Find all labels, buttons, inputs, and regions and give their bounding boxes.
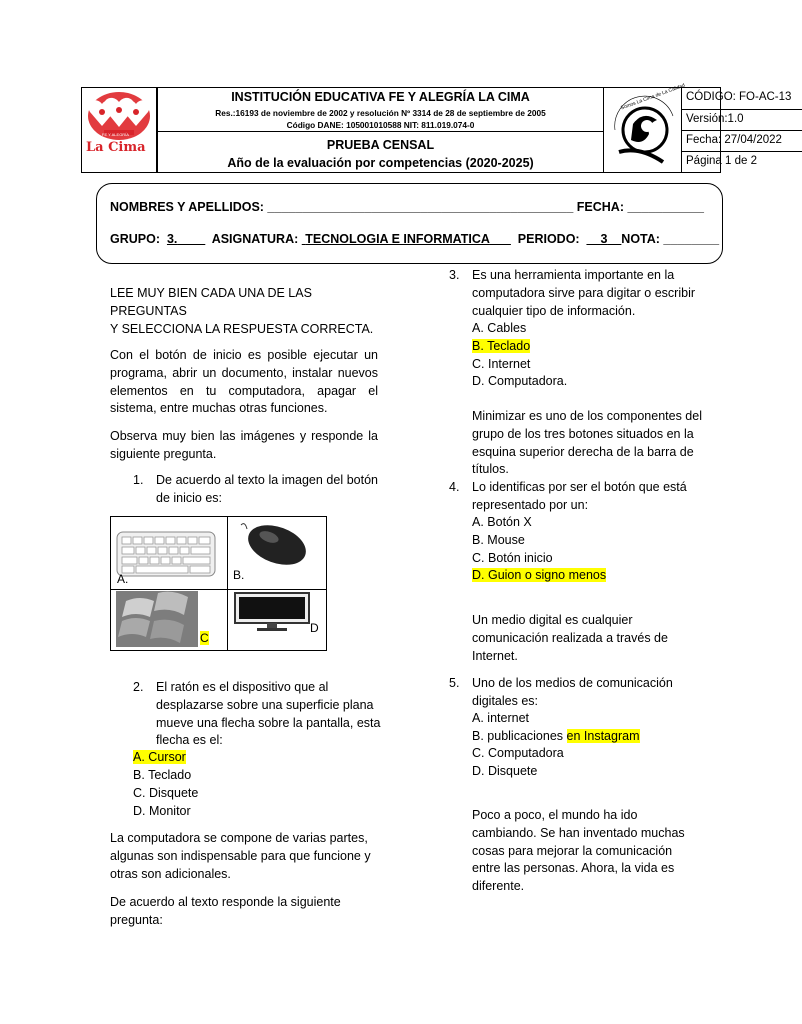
q2-number: 2. <box>133 680 144 694</box>
doc-page: Página 1 de 2 <box>686 155 757 167</box>
q4-text: Lo identificas por ser el botón que está representado por un: <box>472 480 687 512</box>
dane-text: Código DANE: 105001010588 NIT: 811.019.074-0 <box>286 120 475 130</box>
option-d-label: D <box>310 621 319 635</box>
hearts-logo-icon <box>82 88 156 172</box>
q5-option-b: B. publicaciones en Instagram <box>472 729 640 743</box>
group-subject-line <box>110 232 719 246</box>
doc-version: Versión:1.0 <box>681 110 802 131</box>
q3-text: Es una herramienta importante en la computadora sirve para digitar o escribir cualquier tipo de información. <box>472 268 696 318</box>
intro-paragraph: Con el botón de inicio es posible ejecutar un programa, abrir un documento, instalar nuevos elementos en tu computadora, apagar el sistema, entre muchas otras funciones. <box>110 348 378 416</box>
group-label: GRUPO: <box>110 232 160 246</box>
divider <box>157 88 158 172</box>
q5-option-c: C. Computadora <box>472 746 564 760</box>
header-table <box>81 82 792 173</box>
q5-number: 5. <box>449 676 460 690</box>
period-label: PERIODO: <box>517 232 580 246</box>
school-logo <box>82 88 157 172</box>
minimize-paragraph: Minimizar es uno de los componentes del grupo de los tres botones situados en la esquina superior derecha de la barra de títulos. <box>472 409 702 477</box>
instruction-paragraph: De acuerdo al texto responde la siguiente pregunta: <box>110 895 341 927</box>
divider <box>603 88 604 172</box>
digital-media-paragraph: Un medio digital es cualquier comunicación realizada a través de Internet. <box>472 613 668 663</box>
q3-option-b: B. Teclado <box>472 339 531 353</box>
q4-option-d: D. Guion o signo menos <box>472 568 607 582</box>
keyboard-icon <box>116 531 216 577</box>
q4-option-b: B. Mouse <box>472 533 525 547</box>
doc-code: CÓDIGO: FO-AC-13 <box>681 88 802 110</box>
logo-text: La Cima <box>86 140 146 155</box>
grade-label: NOTA: ________ <box>621 232 720 246</box>
windows-logo-icon <box>116 591 198 647</box>
resolution-text: Res.:16193 de noviembre de 2002 y resolución Nº 3314 de 28 de septiembre de 2005 <box>215 108 546 118</box>
q4-option-c: C. Botón inicio <box>472 551 553 565</box>
q4-option-a: A. Botón X <box>472 515 532 529</box>
image-options-grid <box>110 516 327 651</box>
instructions: LEE MUY BIEN CADA UNA DE LAS PREGUNTAS Y SELECCIONA LA RESPUESTA CORRECTA. <box>110 286 374 336</box>
q5-option-a: A. internet <box>472 711 529 725</box>
q2-option-a: A. Cursor <box>133 750 186 764</box>
logo-caption: FE Y ALEGRÍA <box>102 132 129 137</box>
q3-option-d: D. Computadora. <box>472 374 568 388</box>
test-subtitle: Año de la evaluación por competencias (2020-2025) <box>227 156 534 170</box>
q2-text: El ratón es el dispositivo que al desplazarse sobre una superficie plana mueve una flecha sobre la pantalla, esta flecha es el: <box>156 680 381 748</box>
doc-date: Fecha: 27/04/2022 <box>681 131 802 152</box>
subject-value: TECNOLOGIA E INFORMATICA___ <box>305 232 511 246</box>
q2-option-c: C. Disquete <box>133 786 199 800</box>
q5-text: Uno de los medios de comunicación digitales es: <box>472 676 673 708</box>
group-value: 3.____ <box>166 232 206 246</box>
name-date-line: NOMBRES Y APELLIDOS: ____________________________________________ FECHA: ___________ <box>110 200 704 214</box>
q3-option-a: A. Cables <box>472 321 527 335</box>
monitor-icon <box>233 593 311 633</box>
q1-text: De acuerdo al texto la imagen del botón de inicio es: <box>156 473 378 505</box>
option-a-label: A. <box>117 572 129 586</box>
q2-option-b: B. Teclado <box>133 768 192 782</box>
institution-name: INSTITUCIÓN EDUCATIVA FE Y ALEGRÍA LA CIMA <box>231 90 530 104</box>
option-b-label: B. <box>233 568 245 582</box>
q4-number: 4. <box>449 480 460 494</box>
test-title-block <box>157 131 604 174</box>
q3-number: 3. <box>449 268 460 282</box>
q5-option-d: D. Disquete <box>472 764 538 778</box>
period-value: __3__ <box>586 232 622 246</box>
student-info-box <box>96 183 723 264</box>
highlight-instagram: en Instagram <box>566 729 640 743</box>
closing-paragraph: Poco a poco, el mundo ha ido cambiando. Se han inventado muchas cosas para mejorar la comunicación entre las personas. Ahora, la vida es diferente. <box>472 808 685 894</box>
quality-logo <box>605 82 686 170</box>
subject-label: ASIGNATURA: <box>211 232 299 246</box>
q3-option-c: C. Internet <box>472 357 531 371</box>
option-c-label: C <box>200 631 209 645</box>
quality-slogan: Somos La Cima de La Calidad <box>620 82 686 112</box>
mouse-icon <box>237 519 309 569</box>
parts-paragraph: La computadora se compone de varias partes, algunas son indispensable para que funcione y otras son adicionales. <box>110 831 371 881</box>
observe-paragraph: Observa muy bien las imágenes y responde la siguiente pregunta. <box>110 429 378 461</box>
test-name: PRUEBA CENSAL <box>326 138 435 152</box>
q2-option-d: D. Monitor <box>133 804 191 818</box>
q1-number: 1. <box>133 473 144 487</box>
